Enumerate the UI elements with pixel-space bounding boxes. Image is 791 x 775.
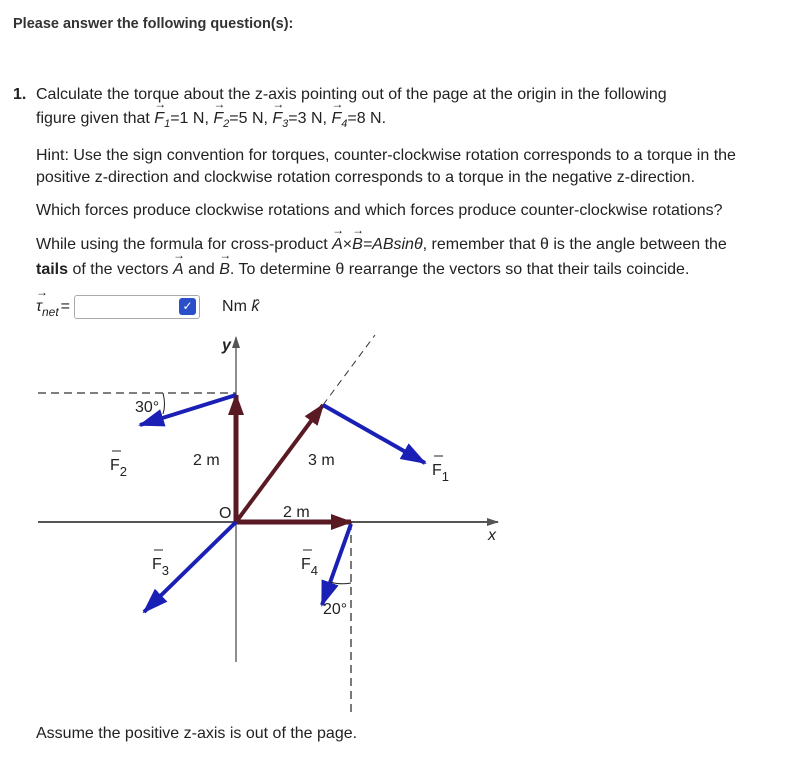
answer-field[interactable] bbox=[74, 295, 200, 319]
k-hat-icon: k̂ bbox=[251, 298, 260, 315]
vector-b-symbol-2: → B bbox=[219, 261, 230, 279]
f2-label bbox=[110, 451, 127, 479]
force-f2-symbol: → $F_2$ bbox=[213, 110, 229, 130]
svg-text:F3: $F_3$ bbox=[152, 556, 170, 578]
check-answer-icon[interactable]: ✓ bbox=[179, 298, 196, 315]
svg-text:F2: $F_2$ bbox=[110, 457, 128, 479]
which-forces-question: Which forces produce clockwise rotations and which forces produce counter-clockwise rotations? bbox=[36, 202, 723, 219]
question-text-line1: Calculate the torque about the z-axis pointing out of the page at the origin in the following bbox=[36, 86, 667, 103]
force-f1-value: =1 N, bbox=[170, 110, 209, 127]
svg-text:F1: $F_1$ bbox=[432, 462, 450, 484]
origin-label: O bbox=[219, 505, 232, 522]
force-f4-arrow bbox=[322, 524, 351, 605]
answer-row bbox=[36, 295, 259, 319]
torque-diagram bbox=[0, 325, 791, 720]
force-f2-value: =5 N, bbox=[229, 110, 268, 127]
vector-b-symbol: → B bbox=[352, 236, 363, 254]
hint-line1: Hint: Use the sign convention for torques, counter-clockwise rotation corresponds to a torque in the bbox=[36, 147, 736, 164]
f1-label bbox=[432, 456, 449, 484]
unit-label: Nm k̂ bbox=[222, 298, 260, 315]
f2-angle-arc bbox=[163, 393, 165, 414]
f4-label bbox=[301, 550, 318, 578]
footer-note: Assume the positive z-axis is out of the page. bbox=[36, 725, 358, 742]
hint-line2: positive z-direction and clockwise rotation corresponds to a torque in the negative z-direction. bbox=[36, 169, 696, 186]
force-f1-arrow bbox=[323, 405, 425, 463]
question-number: 1. bbox=[13, 86, 27, 103]
force-f4-value: =8 N. bbox=[347, 110, 387, 127]
svg-text:F4: $F_4$ bbox=[301, 556, 319, 578]
f3-label bbox=[152, 550, 169, 578]
force-f1-symbol: → $F_1$ bbox=[154, 110, 170, 130]
r-up-label: 2 m bbox=[193, 452, 220, 469]
question-text-line2 bbox=[36, 110, 386, 130]
r-diag-extension-line bbox=[323, 335, 375, 405]
force-f4-symbol: → $F_4$ bbox=[331, 110, 347, 130]
vector-a-symbol-2: → A bbox=[173, 261, 184, 279]
f4-angle-arc bbox=[330, 582, 351, 584]
force-f3-value: =3 N, bbox=[288, 110, 327, 127]
tau-subscript: net bbox=[41, 305, 59, 319]
x-axis-label: x bbox=[488, 527, 496, 544]
y-axis-label: y bbox=[222, 337, 231, 354]
f4-angle-label: 20° bbox=[323, 601, 348, 618]
f2-angle-label: 30° bbox=[135, 399, 160, 416]
force-f3-symbol: → $F_3$ bbox=[272, 110, 288, 130]
equals-sign: = bbox=[60, 298, 71, 315]
page-header: Please answer the following question(s): bbox=[13, 16, 294, 32]
question-prefix: figure given that bbox=[36, 110, 155, 127]
r-diag-label: 3 m bbox=[308, 452, 335, 469]
torque-answer-input[interactable] bbox=[75, 296, 183, 316]
tails-emphasis: tails bbox=[36, 261, 69, 278]
cross-product-line2: tails of the vectors → A and → B. To determine θ rearrange the vectors so that their tails coincide. bbox=[36, 261, 689, 279]
tau-symbol: → τ bbox=[36, 298, 42, 316]
vector-a-symbol: → A bbox=[332, 236, 343, 254]
cross-product-line1: While using the formula for cross-product → A×→ B=ABsinθ, remember that θ is the angle between the bbox=[36, 236, 727, 254]
r-right-label: 2 m bbox=[283, 504, 310, 521]
